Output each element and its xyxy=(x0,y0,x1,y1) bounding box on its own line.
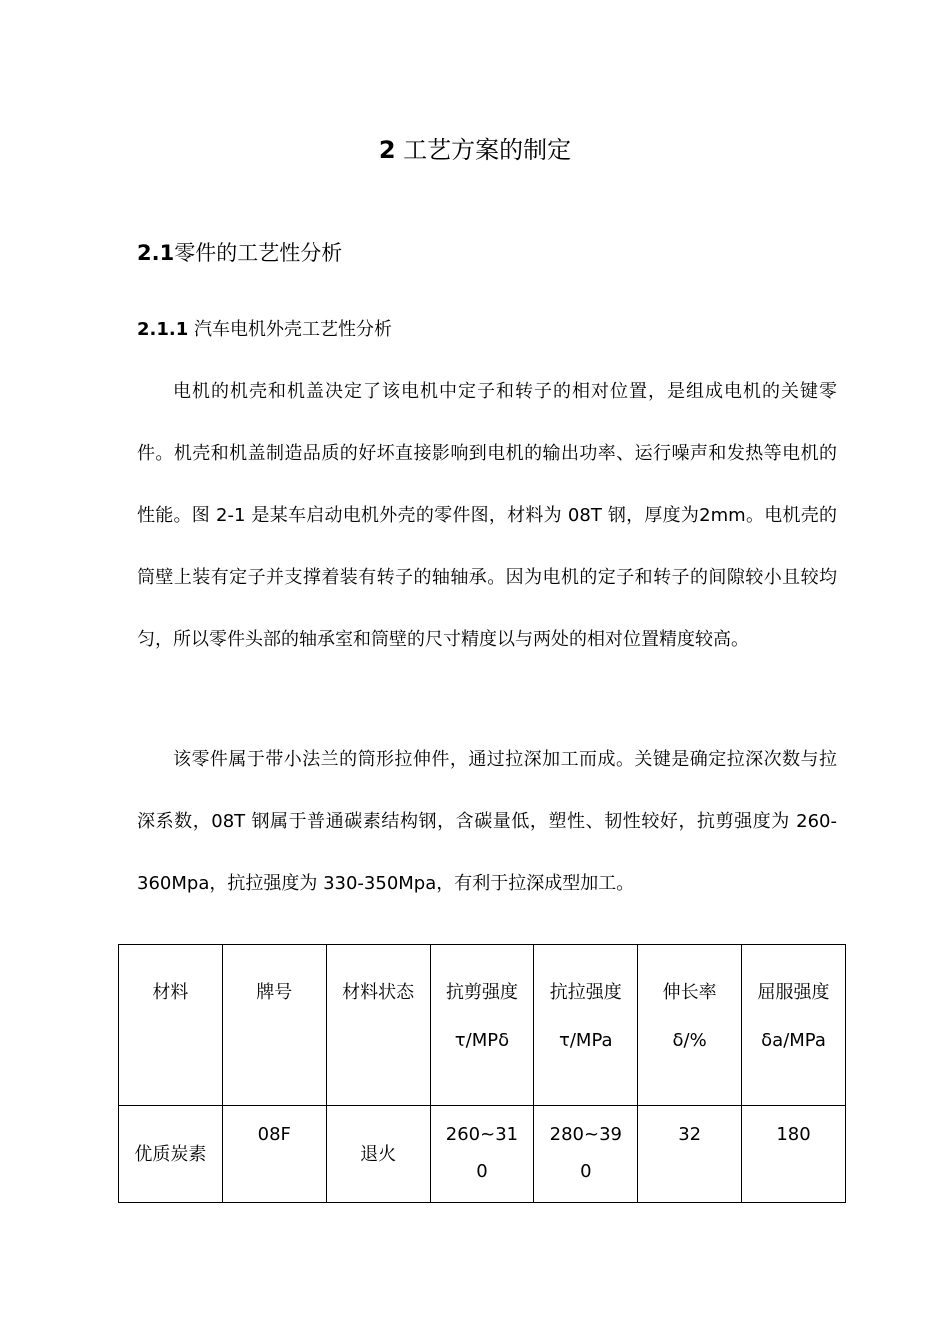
header-cell-elongation: 伸长率 δ/% xyxy=(638,945,742,1106)
cell-yield-strength: 180 xyxy=(742,1106,846,1203)
cell-material: 优质炭素 xyxy=(119,1106,223,1203)
cell-elongation: 32 xyxy=(638,1106,742,1203)
cell-tensile-strength: 280~39 0 xyxy=(534,1106,638,1203)
section-number: 2.1 xyxy=(137,241,175,265)
chapter-title-text: 工艺方案的制定 xyxy=(403,136,572,164)
chapter-number: 2 xyxy=(378,136,396,164)
section-heading xyxy=(137,237,342,269)
subsection-number: 2.1.1 xyxy=(137,319,189,340)
header-cell-grade: 牌号 xyxy=(222,945,326,1106)
subsection-heading xyxy=(137,316,392,344)
cell-shear-strength: 260~31 0 xyxy=(430,1106,534,1203)
material-properties-table xyxy=(118,944,846,1203)
table-header-row xyxy=(119,945,846,1106)
chapter-title xyxy=(0,132,950,168)
header-cell-material: 材料 xyxy=(119,945,223,1106)
section-title-text: 零件的工艺性分析 xyxy=(174,241,343,265)
header-cell-yield-strength: 屈服强度 δa/MPa xyxy=(742,945,846,1106)
header-cell-shear-strength: 抗剪强度 τ/MPδ xyxy=(430,945,534,1106)
paragraph-drawing-process: 该零件属于带小法兰的筒形拉伸件，通过拉深加工而成。关键是确定拉深次数与拉深系数，08T 钢属于普通碳素结构钢，含碳量低，塑性、韧性较好，抗剪强度为 260-360Mpa，抗拉强度为 330-350Mpa，有利于拉深成型加工。 xyxy=(137,749,837,894)
table-row xyxy=(119,1106,846,1203)
header-cell-state: 材料状态 xyxy=(326,945,430,1106)
cell-state: 退火 xyxy=(326,1106,430,1203)
header-cell-tensile-strength: 抗拉强度 τ/MPa xyxy=(534,945,638,1106)
paragraph-motor-housing: 电机的机壳和机盖决定了该电机中定子和转子的相对位置，是组成电机的关键零件。机壳和机盖制造品质的好坏直接影响到电机的输出功率、运行噪声和发热等电机的性能。图 2-1 是某车启动电机外壳的零件图，材料为 08T 钢，厚度为2mm。电机壳的筒壁上装有定子并支撑着装有转子的轴轴承。因为电机的定子和转子的间隙较小且较均匀，所以零件头部的轴承室和筒壁的尺寸精度以与两处的相对位置精度较高。 xyxy=(137,381,837,650)
subsection-title-text: 汽车电机外壳工艺性分析 xyxy=(193,319,392,340)
cell-grade: 08F xyxy=(222,1106,326,1203)
